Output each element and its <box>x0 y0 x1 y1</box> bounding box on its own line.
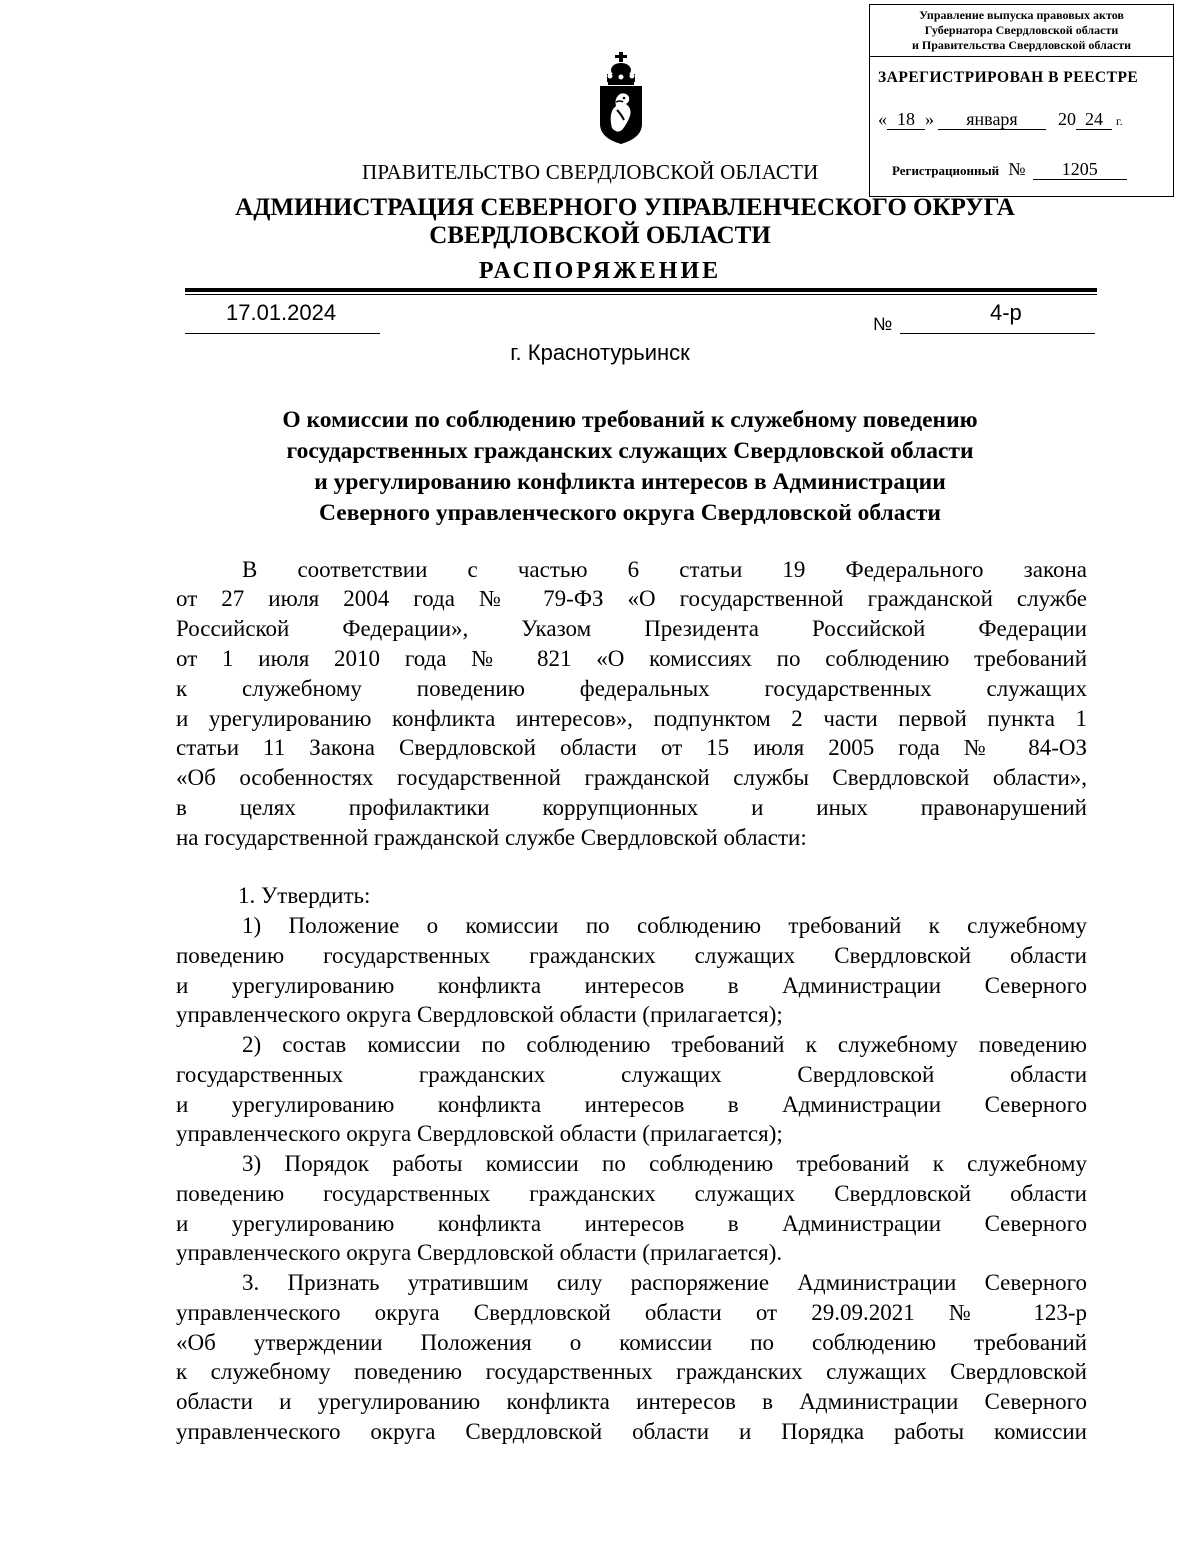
body-line: в целях профилактики коррупционных и иных правонарушений <box>176 795 1087 820</box>
administration-title-line2: СВЕРДЛОВСКОЙ ОБЛАСТИ <box>429 222 771 249</box>
body-line: государственных гражданских служащих Свердловской области <box>176 1062 1087 1087</box>
body-line: управленческого округа Свердловской области от 29.09.2021 № 123-р <box>176 1300 1087 1325</box>
body-line: управленческого округа Свердловской области (прилагается); <box>176 1121 783 1146</box>
number-underline <box>900 333 1095 334</box>
number-sign: № <box>873 314 893 334</box>
stamp-header-line: и Правительства Свердловской области <box>912 38 1131 52</box>
coat-of-arms-emblem <box>596 50 646 146</box>
stamp-day: 18 <box>887 109 925 130</box>
stamp-header <box>870 5 1173 57</box>
body-line: управленческого округа Свердловской области и Порядка работы комиссии <box>176 1419 1087 1444</box>
body-line: «Об особенностях государственной гражданской службы Свердловской области», <box>176 765 1087 790</box>
header-divider-thin <box>185 294 1097 295</box>
stamp-year-unit: г. <box>1116 114 1123 128</box>
government-name: ПРАВИТЕЛЬСТВО СВЕРДЛОВСКОЙ ОБЛАСТИ <box>362 160 819 184</box>
body-line: области и урегулированию конфликта интересов в Администрации Северного <box>176 1389 1087 1414</box>
body-line: 2) состав комиссии по соблюдению требований к служебному поведению <box>242 1032 1087 1057</box>
body-line: управленческого округа Свердловской области (прилагается); <box>176 1002 783 1027</box>
title-line: О комиссии по соблюдению требований к служебному поведению <box>282 407 978 433</box>
stamp-reg-label: Регистрационный <box>892 163 1000 178</box>
stamp-reg-number: 1205 <box>1033 159 1127 180</box>
stamp-header-line: Губернатора Свердловской области <box>924 23 1119 37</box>
body-line: от 27 июля 2004 года № 79-ФЗ «О государственной гражданской службе <box>176 586 1087 611</box>
body-line: 3) Порядок работы комиссии по соблюдению требований к служебному <box>242 1151 1087 1176</box>
stamp-month: января <box>938 109 1046 130</box>
document-title <box>150 405 1110 529</box>
body-line: и урегулированию конфликта интересов в Администрации Северного <box>176 1211 1087 1236</box>
body-line: поведению государственных гражданских служащих Свердловской области <box>176 1181 1087 1206</box>
body-line: управленческого округа Свердловской области (прилагается). <box>176 1240 783 1265</box>
title-line: и урегулированию конфликта интересов в Администрации <box>314 469 946 495</box>
date-underline <box>185 333 380 334</box>
stamp-close-quote: » <box>925 109 934 129</box>
stamp-registered-label: ЗАРЕГИСТРИРОВАН В РЕЕСТРЕ <box>878 69 1139 86</box>
document-type: РАСПОРЯЖЕНИЕ <box>478 258 722 284</box>
stamp-year-suffix: 24 <box>1076 109 1112 130</box>
title-line: государственных гражданских служащих Свердловской области <box>286 438 974 464</box>
document-date: 17.01.2024 <box>226 300 337 325</box>
body-line: Российской Федерации», Указом Президента Российской Федерации <box>176 616 1087 641</box>
administration-title-line1: АДМИНИСТРАЦИЯ СЕВЕРНОГО УПРАВЛЕНЧЕСКОГО ОКРУГА <box>235 194 1015 221</box>
body-line: от 1 июля 2010 года № 821 «О комиссиях по соблюдению требований <box>176 646 1087 671</box>
body-line: и урегулированию конфликта интересов в Администрации Северного <box>176 1092 1087 1117</box>
body-line: статьи 11 Закона Свердловской области от 15 июля 2005 года № 84-ОЗ <box>176 735 1087 760</box>
body-line: к служебному поведению федеральных государственных служащих <box>176 676 1087 701</box>
body-line: «Об утверждении Положения о комиссии по соблюдению требований <box>176 1330 1087 1355</box>
title-line: Северного управленческого округа Свердловской области <box>319 500 941 526</box>
stamp-registration-date <box>878 109 1123 130</box>
body-line: на государственной гражданской службе Свердловской области: <box>176 825 807 850</box>
stamp-open-quote: « <box>878 109 887 129</box>
stamp-num-sign: № <box>1008 159 1026 179</box>
document-city: г. Краснотурьинск <box>510 340 690 365</box>
item-1-heading: 1. Утвердить: <box>238 883 371 908</box>
body-line: к служебному поведению государственных гражданских служащих Свердловской <box>176 1359 1087 1384</box>
document-number: 4-р <box>990 300 1022 325</box>
registry-stamp <box>869 4 1174 197</box>
body-line: 3. Признать утратившим силу распоряжение Администрации Северного <box>242 1270 1087 1295</box>
header-divider-thick <box>185 288 1097 292</box>
stamp-year-prefix: 20 <box>1058 109 1076 129</box>
body-line: В соответствии с частью 6 статьи 19 Федерального закона <box>242 557 1087 582</box>
body-line: и урегулированию конфликта интересов в Администрации Северного <box>176 973 1087 998</box>
stamp-registration-number <box>892 159 1127 180</box>
body-line: 1) Положение о комиссии по соблюдению требований к служебному <box>242 913 1087 938</box>
body-line: и урегулированию конфликта интересов», подпунктом 2 части первой пункта 1 <box>176 706 1087 731</box>
stamp-header-line: Управление выпуска правовых актов <box>919 8 1124 22</box>
body-line: поведению государственных гражданских служащих Свердловской области <box>176 943 1087 968</box>
